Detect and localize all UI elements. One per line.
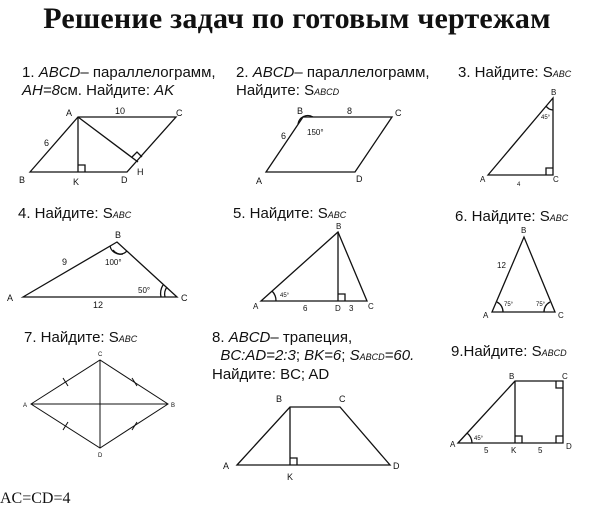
fig2-label-angle: 150°: [307, 128, 324, 137]
fig9-label-ak: 5: [484, 446, 489, 455]
fig5-label-D: D: [335, 304, 341, 313]
problem-3-text: 3. Найдите: SABC: [458, 64, 572, 81]
fig2-label-C: C: [395, 108, 402, 118]
fig1-label-A: A: [66, 108, 73, 118]
fig8-label-K: K: [287, 472, 294, 482]
problem-5-text: 5. Найдите: SABC: [233, 205, 347, 222]
fig6-label-B: B: [521, 226, 527, 235]
fig4-label-ab: 9: [62, 257, 68, 267]
fig1-label-D: D: [121, 175, 128, 185]
fig1-label-H: H: [137, 167, 144, 177]
problem-2-text: 2. ABCD– параллелограмм, Найдите: SABCD: [236, 64, 430, 99]
fig9-label-angle: 45°: [474, 436, 484, 442]
figure-1-parallelogram: [19, 106, 183, 187]
fig1-label-bc: 10: [115, 106, 126, 116]
fig8-label-C: C: [339, 394, 346, 404]
fig8-label-A: A: [223, 461, 230, 471]
problem-9-text: 9.Найдите: SABCD: [451, 343, 567, 360]
fig4-label-angleC: 50°: [138, 286, 151, 295]
fig2-label-A: A: [256, 176, 263, 186]
fig4-label-ac: 12: [93, 300, 104, 310]
fig1-label-C: C: [176, 108, 183, 118]
figure-7-rhombus: [23, 352, 175, 459]
figure-4-triangle: [7, 230, 188, 310]
problem-8-text: 8. ABCD– трапеция, BC:AD=2:3; BK=6; SABCD=60. Найдите: BC; AD: [212, 329, 415, 383]
figure-2-parallelogram: [256, 106, 402, 186]
answer-text: AC=CD=4: [0, 490, 71, 507]
fig9-label-A: A: [450, 440, 456, 449]
figure-5-triangle-height: [253, 222, 374, 313]
fig9-label-B: B: [509, 372, 515, 381]
fig8-label-B: B: [276, 394, 283, 404]
page-title: Решение задач по готовым чертежам: [43, 2, 551, 35]
problem-7-text: 7. Найдите: SABC: [24, 329, 138, 346]
fig6-label-ab: 12: [497, 261, 506, 270]
fig9-label-C: C: [562, 372, 568, 381]
problem-1-text: 1. ABCD– параллелограмм, AH=8см. Найдите: AK: [22, 64, 216, 99]
problem-6-text: 6. Найдите: SABC: [455, 208, 569, 225]
fig8-label-D: D: [393, 461, 400, 471]
fig2-label-bc: 8: [347, 106, 353, 116]
fig5-label-A: A: [253, 302, 259, 311]
figure-8-trapezoid: [223, 394, 400, 482]
fig3-label-A: A: [480, 175, 486, 184]
fig9-label-D: D: [566, 442, 572, 451]
fig4-label-C: C: [181, 293, 188, 303]
figure-9-right-trapezoid: [450, 372, 572, 455]
problem-4-text: 4. Найдите: SABC: [18, 205, 132, 222]
fig7-label-C: C: [98, 352, 103, 358]
fig9-label-kd: 5: [538, 446, 543, 455]
fig1-label-K: K: [73, 177, 80, 187]
fig3-label-ac: 4: [517, 182, 521, 188]
fig6-label-A: A: [483, 311, 489, 320]
fig3-label-B: B: [551, 88, 557, 97]
fig2-label-D: D: [356, 174, 363, 184]
fig5-label-ad: 6: [303, 304, 308, 313]
fig1-label-ab: 6: [44, 138, 50, 148]
fig5-label-B: B: [336, 222, 342, 231]
fig6-label-C: C: [558, 311, 564, 320]
fig2-label-ab: 6: [281, 131, 287, 141]
fig9-label-K: K: [511, 446, 517, 455]
fig1-label-B: B: [19, 175, 26, 185]
fig4-label-B: B: [115, 230, 122, 240]
fig5-label-angle: 45°: [280, 293, 290, 299]
figure-6-isosceles-triangle: [483, 226, 564, 320]
fig5-label-dc: 3: [349, 304, 354, 313]
fig3-label-angle: 45°: [541, 115, 551, 121]
fig2-label-B: B: [297, 106, 304, 116]
fig6-label-angleA: 75°: [504, 302, 514, 308]
fig7-label-A: A: [23, 403, 28, 409]
fig6-label-angleC: 75°: [536, 302, 546, 308]
fig5-label-C: C: [368, 302, 374, 311]
fig4-label-angleB: 100°: [105, 258, 122, 267]
fig7-label-B: B: [171, 403, 176, 409]
fig7-label-D: D: [98, 453, 103, 459]
fig3-label-C: C: [553, 175, 559, 184]
figure-3-right-triangle: [480, 88, 559, 188]
fig4-label-A: A: [7, 293, 14, 303]
